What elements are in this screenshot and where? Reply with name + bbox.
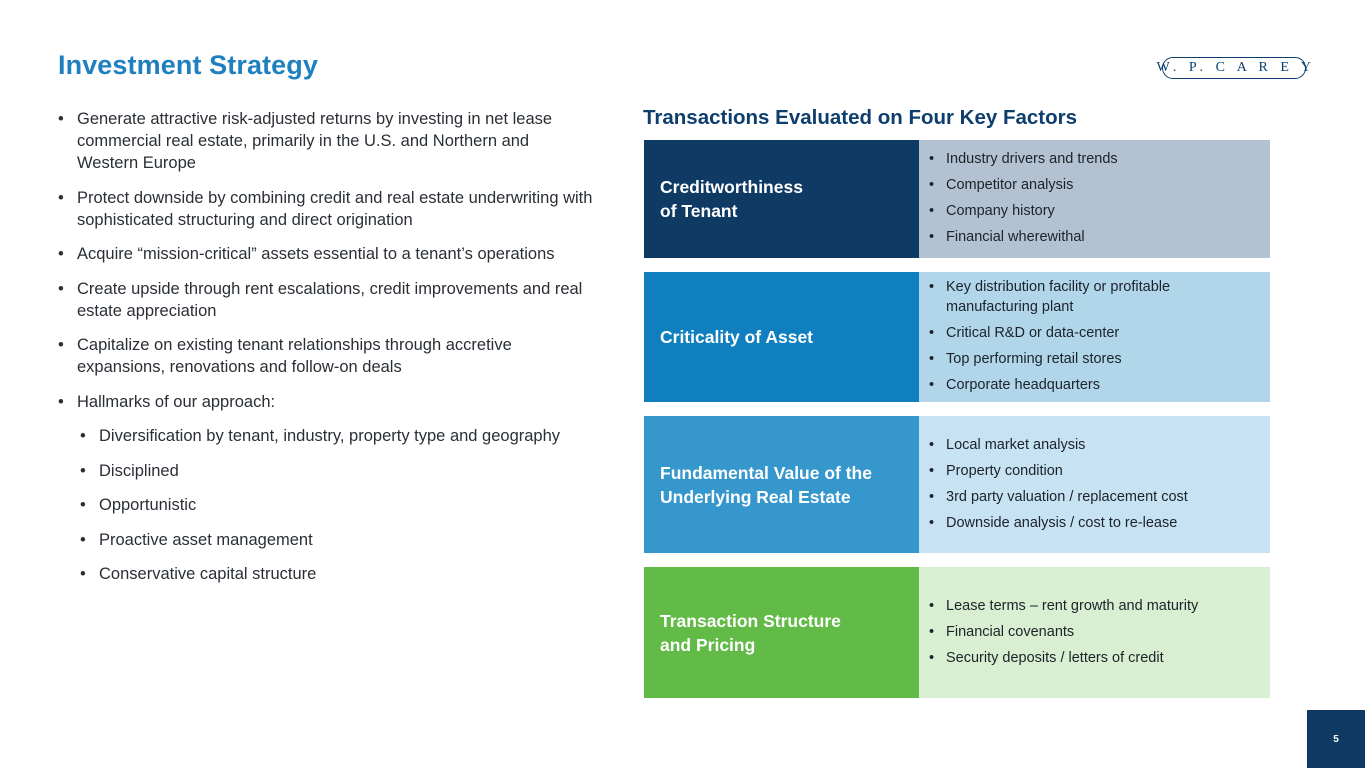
factor-point: • Property condition xyxy=(929,461,1260,481)
approach-sub-bullet: • Disciplined xyxy=(80,460,593,482)
factor-row-creditworthiness xyxy=(644,140,1270,258)
approach-sub-bullet: • Opportunistic xyxy=(80,494,593,516)
factor-point: • Security deposits / letters of credit xyxy=(929,648,1260,668)
factor-label: Criticality of Asset xyxy=(644,272,919,402)
factor-point: • Corporate headquarters xyxy=(929,375,1260,395)
strategy-bullet: • Capitalize on existing tenant relationships through accretive expansions, renovations and follow-on deals xyxy=(58,334,593,378)
approach-sub-bullet: • Diversification by tenant, industry, property type and geography xyxy=(80,425,593,447)
factor-row-criticality xyxy=(644,272,1270,402)
strategy-bullet: • Acquire “mission-critical” assets essential to a tenant’s operations xyxy=(58,243,593,265)
factors-heading: Transactions Evaluated on Four Key Factors xyxy=(643,106,1078,129)
factor-label: Transaction Structure and Pricing xyxy=(644,567,919,698)
approach-sub-bullet: • Conservative capital structure xyxy=(80,563,593,585)
strategy-bullet: • Generate attractive risk-adjusted returns by investing in net lease commercial real estate, primarily in the U.S. and Northern and Western Europe xyxy=(58,108,593,174)
strategy-bullet: • Create upside through rent escalations, credit improvements and real estate appreciation xyxy=(58,278,593,322)
factor-points xyxy=(919,140,1270,258)
approach-sub-bullet: • Proactive asset management xyxy=(80,529,593,551)
factor-label: Creditworthiness of Tenant xyxy=(644,140,919,258)
factor-points xyxy=(919,272,1270,402)
strategy-bullet: • Protect downside by combining credit and real estate underwriting with sophisticated structuring and direct origination xyxy=(58,187,593,231)
factor-point: • Financial wherewithal xyxy=(929,227,1260,247)
factor-point: • Local market analysis xyxy=(929,435,1260,455)
factor-points xyxy=(919,416,1270,553)
factor-row-transaction-structure xyxy=(644,567,1270,698)
strategy-bullet: • Hallmarks of our approach: xyxy=(58,391,593,413)
factor-point: • Company history xyxy=(929,201,1260,221)
factor-label: Fundamental Value of the Underlying Real Estate xyxy=(644,416,919,553)
factor-point: • Lease terms – rent growth and maturity xyxy=(929,596,1260,616)
factor-point: • Industry drivers and trends xyxy=(929,149,1260,169)
factor-point: • Competitor analysis xyxy=(929,175,1260,195)
strategy-bullet-list xyxy=(58,108,593,598)
factor-point: • Financial covenants xyxy=(929,622,1260,642)
page-title: Investment Strategy xyxy=(58,50,318,80)
factor-point: • Top performing retail stores xyxy=(929,349,1260,369)
factor-point: • 3rd party valuation / replacement cost xyxy=(929,487,1260,507)
page-number: 5 xyxy=(1307,710,1365,768)
factor-points xyxy=(919,567,1270,698)
factor-point: • Critical R&D or data-center xyxy=(929,323,1260,343)
company-logo: W. P. C A R E Y xyxy=(1162,57,1306,79)
factor-point: • Downside analysis / cost to re-lease xyxy=(929,513,1260,533)
factor-point: • Key distribution facility or profitable manufacturing plant xyxy=(929,277,1260,317)
factor-row-fundamental-value xyxy=(644,416,1270,553)
